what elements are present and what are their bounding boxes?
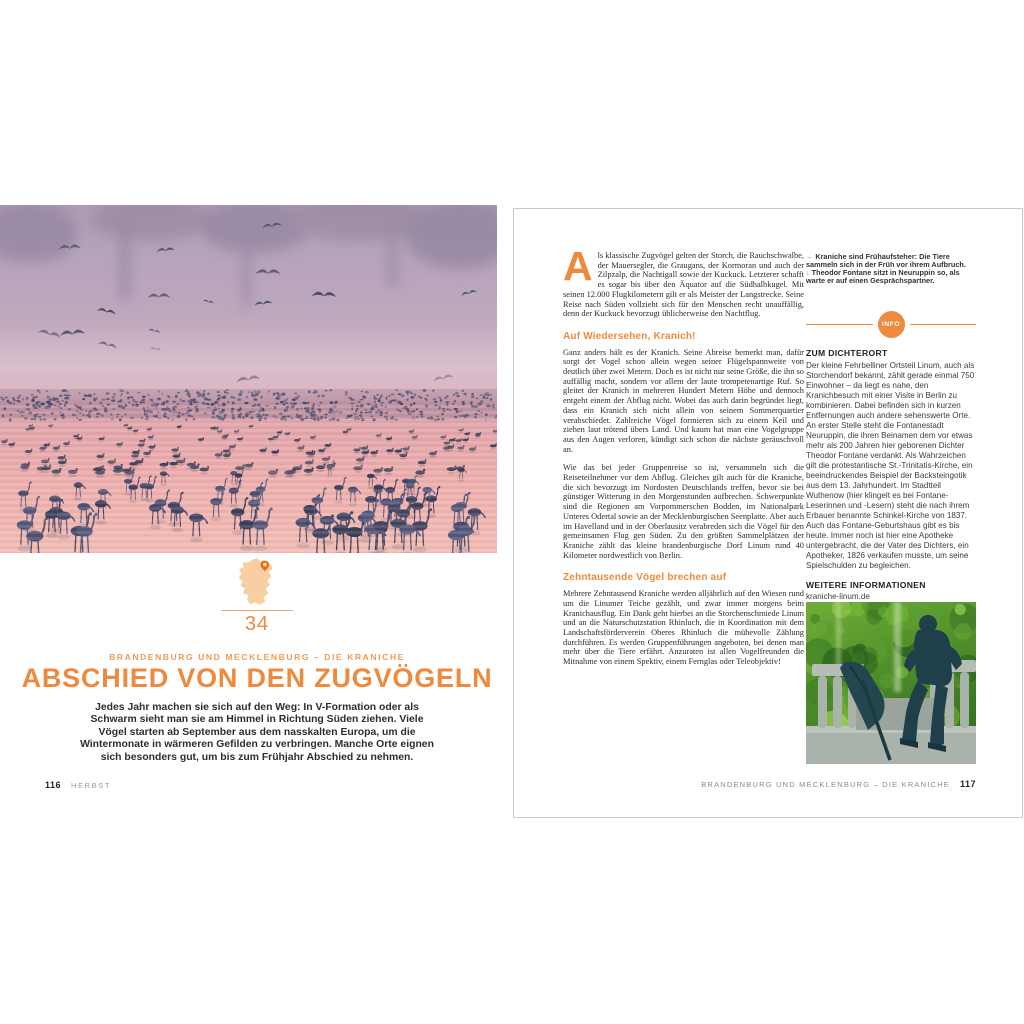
left-page-footer [45,780,111,790]
info-box-body: Der kleine Fehrbelliner Ortsteil Linum, auch als Storchendorf bekannt, zählt gerade einmal 750 Einwohner – da liegt es nahe, den Kranichbesuch mit einer Visite in Berlin zu kombinieren. Dabei befinden sich in kurzen Entfernungen auch andere sehenswerte Orte. An erster Stelle steht die Fontanestadt Neuruppin, die ihren Beinamen dem vor etwas mehr als 200 Jahren hier geborenen Dichter Theodor Fontane verdankt. Als Wahrzeichen gilt die protestantische St.-Trinitatis-Kirche, ein beeindruckendes Beispiel der Backsteingotik aus dem 13. Jahrhundert. Im Stadtteil Wuthenow (hier klingelt es bei Fontane-Leserinnen und -Lesern) steht die nach ihrem Erbauer benannte Schinkel-Kirche von 1837. Auch das Fontane-Geburtshaus gibt es bis heute. Immer noch ist hier eine Apotheke untergebracht, die der Vater des Dichters, ein Apotheker, 1826 verkaufen musste, um seine Spielschulden zu begleichen. [806,360,975,570]
number-divider [221,610,293,611]
left-page-number: 116 [45,780,62,790]
right-page-number: 117 [959,779,976,789]
paragraph-1-text: ls klassische Zugvögel gelten der Storch, die Rauchschwalbe, der Mauersegler, die Graugans, der Kormoran und auch der Zilpzalp, die Nachtigall sowie der Kuckuck. Letzterer schafft es sogar bis über den Äquator auf die Südhalbkugel. Mit seinen 12.000 Flugkilometern gilt er als Meister der Langstrecke. Seine Reise nach Süden vollzieht sich für den Menschen recht unauffällig, denn der Kuckuck bevorzugt üblicherweise den Nachtflug. [563,251,804,319]
caption-fontane: Theodor Fontane sitzt in Neuruppin so, als warte er auf einen Gesprächspartner. [806,267,960,285]
subhead-zehntausende: Zehntausende Vögel brechen auf [563,572,727,584]
chapter-intro: Jedes Jahr machen sie sich auf den Weg: In V-Formation oder als Schwarm sieht man sie am Himmel in Richtung Süden ziehen. Viele Vögel starten ab September aus dem nasskalten Europa, um die Wintermonate in wärmeren Gefilden zu verbringen. Manche Orte eignen sich besonders gut, um bis zum Frühjahr Abschied zu nehmen. [80,702,434,763]
statue-illustration [806,602,976,764]
info-divider [806,311,976,338]
arrow-left-icon: ← [806,252,814,261]
arrow-down-icon: ↓ [806,267,810,277]
photo-captions [806,253,976,285]
caption-cranes: Kraniche sind Frühaufsteher: Die Tiere sammeln sich in der Früh vor ihrem Aufbruch. [806,252,966,269]
right-section-label: BRANDENBURG UND MECKLENBURG – DIE KRANICHE [701,780,950,789]
link-kraniche-linum[interactable]: kraniche-linum.de [806,591,870,601]
info-box-title: ZUM DICHTERORT [806,347,888,358]
right-page-footer [701,779,976,789]
mist-overlay [0,323,497,403]
fontane-statue-photo [806,602,976,764]
chapter-kicker: BRANDENBURG UND MECKLENBURG – DIE KRANICHE [109,652,405,662]
article-paragraph-1 [563,243,804,319]
chapter-number: 34 [244,613,270,635]
sidebar-column [806,253,976,635]
article-column [563,243,805,676]
subhead-auf-wiedersehen: Auf Wiedersehen, Kranich! [563,330,696,342]
article-paragraph-3: Wie das bei jeder Gruppenreise so ist, versammeln sich die Reiseteilnehmer vor dem Abflug. Gleiches gilt auch für die Kraniche, die sich bevorzugt im Nordosten Deutschlands treffen, bevor sie bei günstiger Witterung in den Morgenstunden aufbrechen. Schwerpunkte sind die Regionen am Vorpommerschen Bodden, im Nationalpark Unteres Odertal sowie an der Mecklenburgischen Seenplatte. Aber auch im Havelland und in der Oberlausitz verabreden sich die Vögel für den gemeinsamen Flug gen Süden. Zu den größten Sammelplätzen der Kraniche zählt das kleine brandenburgische Dorf Linum rund 40 Kilometer nordwestlich von Berlin. [563,463,805,560]
divider-line-right [910,324,977,325]
divider-line-left [806,324,873,325]
chapter-locator [12,558,502,636]
crane-flock-photo [0,205,497,553]
article-paragraph-2: Ganz anders hält es der Kranich. Seine Abreise bemerkt man, dafür sorgt der Vogel schon allein wegen seiner Flügelspannweite von deutlich über zwei Metern. Doch es ist nicht nur seine Größe, die ihn so auffällig macht, sondern vor allem der laute trompetenartige Ruf. So gleitet der Kranich in mehreren Hundert Metern Höhe und dennoch entgeht einem der Abflug nicht. Wobei das auch darin begründet liegt, dass ein Kranich sich nicht allein von seinem Sommerquartier verabschiedet. Zahlreiche Vögel formieren sich zu einem Keil und ziehen laut trötend übers Land. Und kaum hat man eine Vogelgruppe aus den Augen verloren, kündigt sich schon die nächste geräuschvoll an. [563,347,804,454]
article-paragraph-4: Mehrere Zehntausend Kraniche werden alljährlich auf den Wiesen rund um die Linumer Teiche gezählt, und zwar immer morgens beim Kranichausflug. Ein Dank geht hierbei an die Storchenschmiede Linum und an die Naturschutzstation Rhinluch, die in Koordination mit dem Landschaftsförderverein Oberes Rhinluch die mühevolle Zählung durchführen. Es werden Gruppenführungen angeboten, bei denen man mehr über die Tiere erfährt. Anzuraten ist allen Vogelfreunden die Mitnahme von einem Spektiv, einem Fernglas oder Teleobjektiv! [563,589,804,667]
left-section-label: HERBST [71,781,112,790]
info-badge: INFO [878,311,905,338]
right-page [513,208,1023,818]
dropcap-letter: A [563,243,593,289]
chapter-title: ABSCHIED VON DEN ZUGVÖGELN [21,663,493,693]
water-shimmer-overlay [0,405,497,553]
germany-map-icon [235,558,279,606]
more-info-title: WEITERE INFORMATIONEN [806,579,926,590]
